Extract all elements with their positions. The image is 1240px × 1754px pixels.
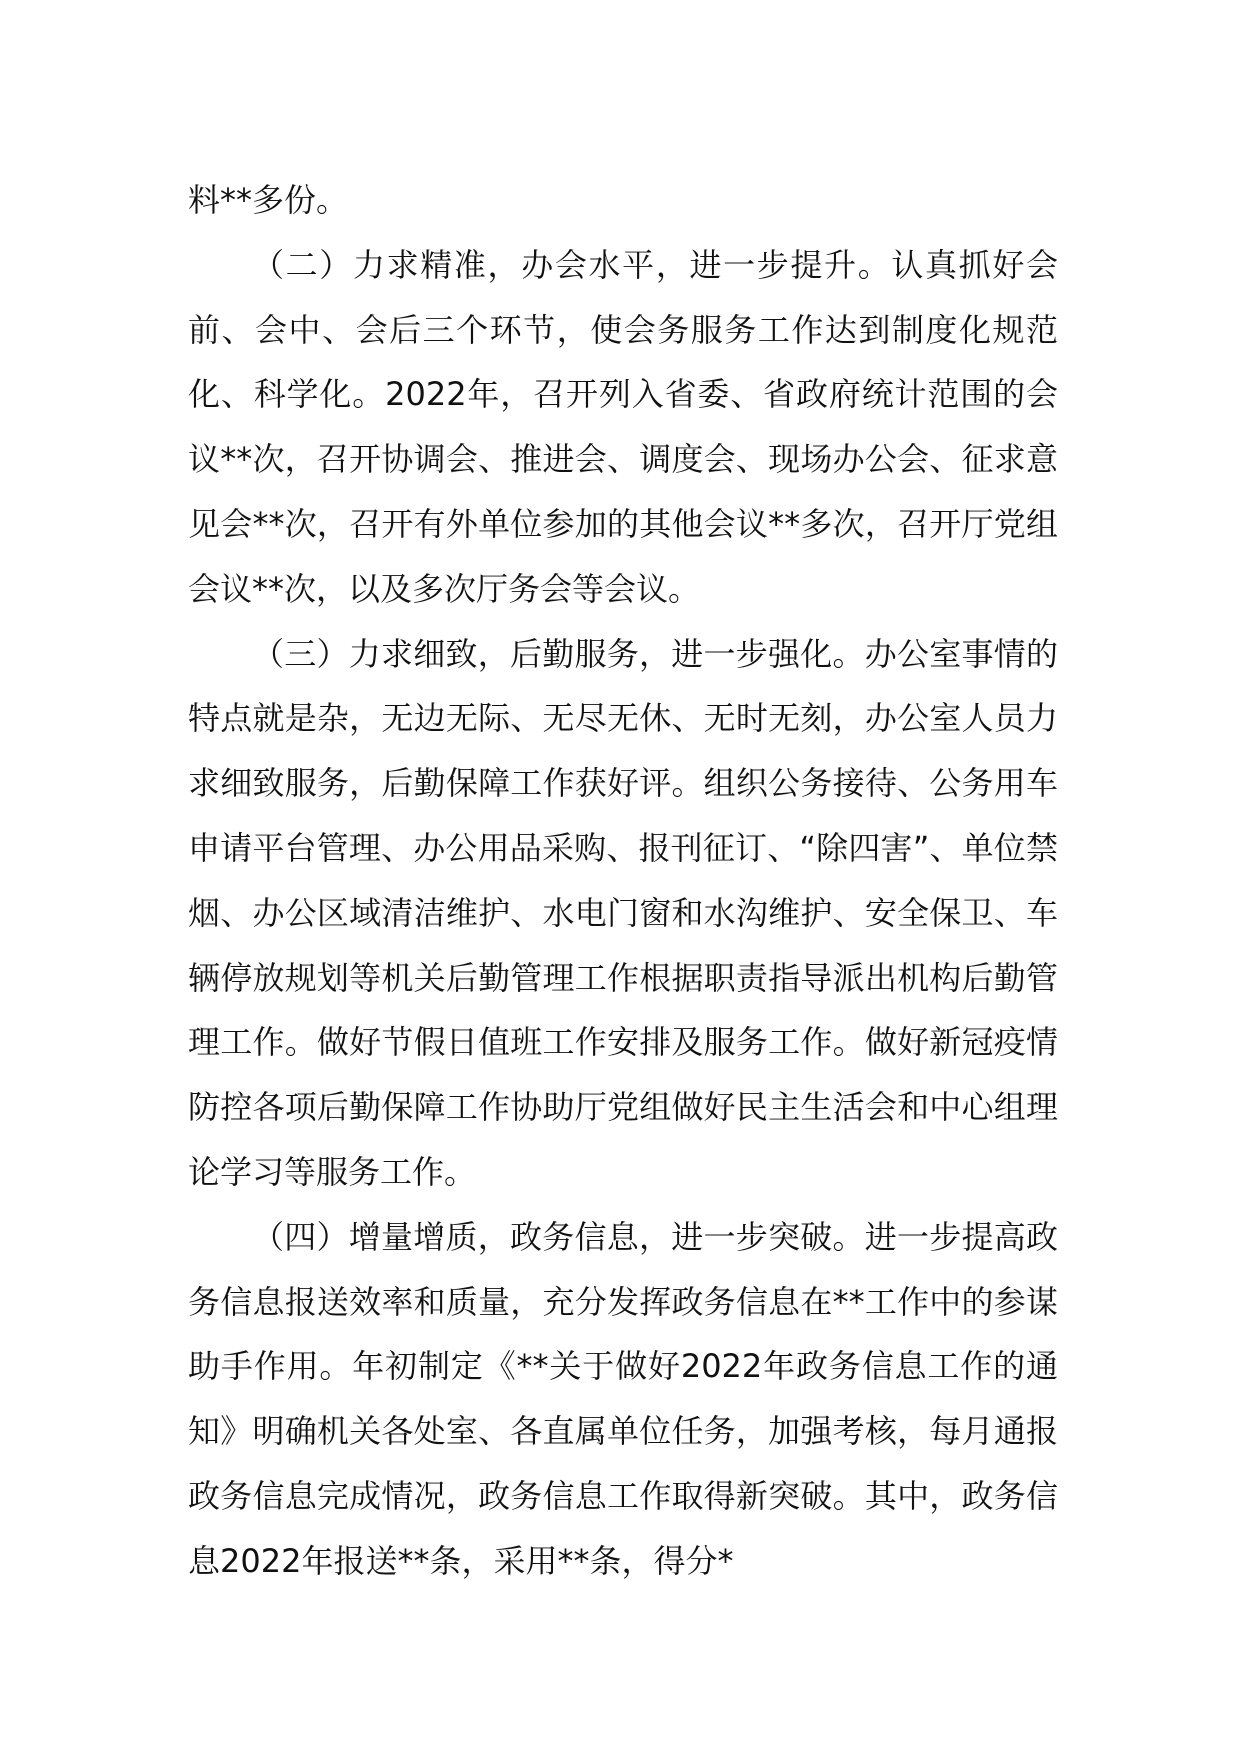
document-body	[188, 168, 1058, 1594]
paragraph-government-information: （四）增量增质，政务信息，进一步突破。进一步提高政务信息报送效率和质量，充分发挥政务信息在**工作中的参谋助手作用。年初制定《**关于做好2022年政务信息工作的通知》明确机关各处室、各直属单位任务，加强考核，每月通报政务信息完成情况，政务信息工作取得新突破。其中，政务信息2022年报送**条，采用**条，得分*	[188, 1217, 1058, 1580]
paragraph-continuation: 料**多份。	[188, 181, 349, 219]
paragraph-logistics-service: （三）力求细致，后勤服务，进一步强化。办公室事情的特点就是杂，无边无际、无尽无休、无时无刻，办公室人员力求细致服务，后勤保障工作获好评。组织公务接待、公务用车申请平台管理、办公用品采购、报刊征订、“除四害”、单位禁烟、办公区域清洁维护、水电门窗和水沟维护、安全保卫、车辆停放规划等机关后勤管理工作根据职责指导派出机构后勤管理工作。做好节假日值班工作安排及服务工作。做好新冠疫情防控各项后勤保障工作协助厅党组做好民主生活会和中心组理论学习等服务工作。	[188, 634, 1058, 1191]
paragraph-meeting-service: （二）力求精准，办会水平，进一步提升。认真抓好会前、会中、会后三个环节，使会务服务工作达到制度化规范化、科学化。2022年，召开列入省委、省政府统计范围的会议**次，召开协调会、推进会、调度会、现场办公会、征求意见会**次，召开有外单位参加的其他会议**多次，召开厅党组会议**次，以及多次厅务会等会议。	[188, 245, 1058, 608]
